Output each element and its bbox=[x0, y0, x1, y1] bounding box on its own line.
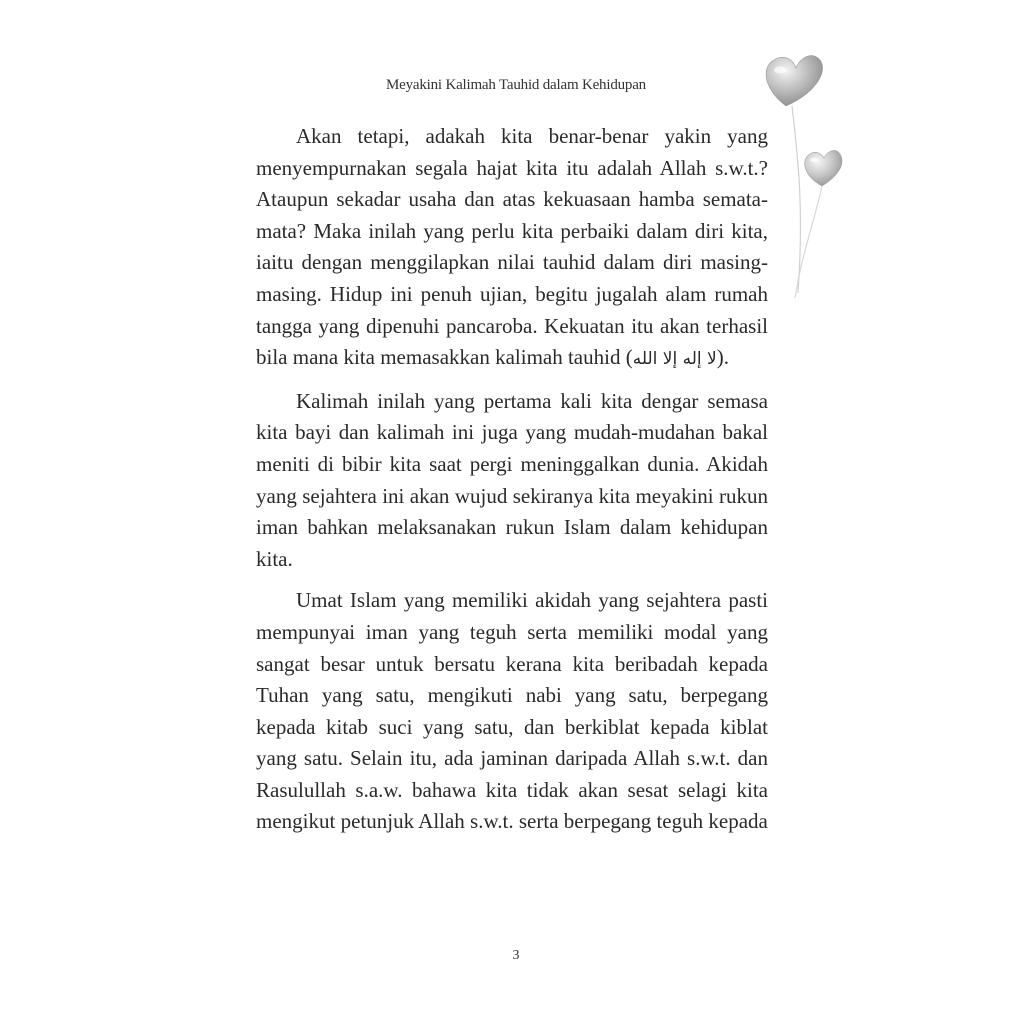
tauhid-arabic-text: لا إله إلا الله bbox=[632, 349, 717, 370]
small-heart-balloon bbox=[805, 151, 842, 186]
large-heart-balloon bbox=[766, 56, 823, 106]
paragraph-1-end: . bbox=[723, 345, 729, 370]
paragraph-1: Akan tetapi, adakah kita benar-benar yakin yang menyempurnakan segala hajat kita itu adalah Allah s.w.t.? Ataupun sekadar usaha dan atas kekuasaan hamba semata-mata? Maka inilah yang perlu kita perbaiki dalam diri kita, iaitu dengan menggilapkan nilai tauhid dalam diri masing-masing. Hidup ini penuh ujian, begitu jugalah alam rumah tangga yang dipenuhi pancaroba. Kekuatan itu akan terhasil bila mana kita memasakkan kalimah tauhid (لا إله إلا الله). bbox=[256, 124, 768, 370]
paragraph-3: Umat Islam yang memiliki akidah yang sejahtera pasti mempunyai iman yang teguh serta memiliki modal yang sangat besar untuk bersatu kerana kita beribadah kepada Tuhan yang satu, mengikuti nabi yang satu, berpegang kepada kitab suci yang satu, dan berkiblat kepada kiblat yang satu. Selain itu, ada jaminan daripada Allah s.w.t. dan Rasulullah s.a.w. bahawa kita tidak akan sesat selagi kita mengikut petunjuk Allah s.w.t. serta berpegang teguh kepada bbox=[256, 588, 768, 834]
paragraph-2: Kalimah inilah yang pertama kali kita dengar semasa kita bayi dan kalimah ini juga yang mudah-mudahan bakal meniti di bibir kita saat pergi meninggalkan dunia. Akidah yang sejahtera ini akan wujud sekiranya kita meyakini rukun iman bahkan melaksanakan rukun Islam dalam kehidupan kita. bbox=[256, 388, 768, 571]
paragraph-1-text: Akan tetapi, adakah kita benar-benar yakin yang menyempurnakan segala hajat kita itu adalah Allah s.w.t.? Ataupun sekadar usaha dan atas kekuasaan hamba semata-mata? Maka inilah yang perlu kita perbaiki dalam diri kita, iaitu dengan menggilapkan nilai tauhid dalam diri masing-masing. Hidup ini penuh ujian, begitu jugalah alam rumah tangga yang dipenuhi pancaroba. Kekuatan itu akan terhasil bila mana kita memasakkan kalimah tauhid bbox=[256, 124, 768, 370]
running-header: Meyakini Kalimah Tauhid dalam Kehidupan bbox=[386, 77, 646, 93]
page-number: 3 bbox=[512, 948, 520, 963]
body-text bbox=[256, 121, 768, 848]
